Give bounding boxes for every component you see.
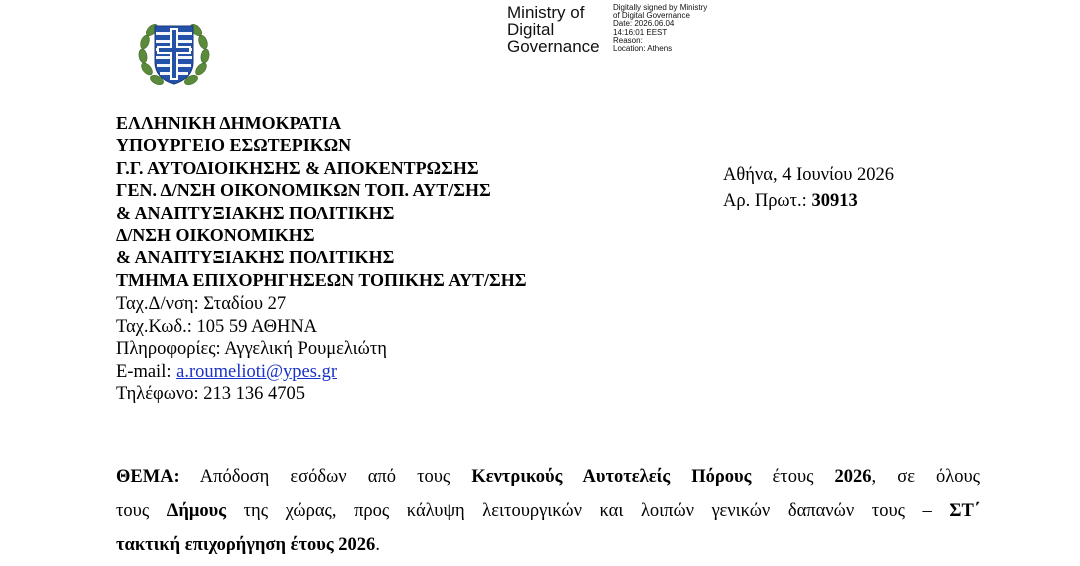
signature-detail-line: Reason: xyxy=(613,35,643,45)
sender-line: & ΑΝΑΠΤΥΞΙΑΚΗΣ ΠΟΛΙΤΙΚΗΣ xyxy=(116,247,395,268)
subject-text: . xyxy=(375,535,380,555)
subject-label: ΘΕΜΑ: xyxy=(116,467,180,487)
sender-header xyxy=(116,112,716,291)
contact-email-row xyxy=(116,361,716,384)
subject-bold: τακτική επιχορήγηση έτους 2026 xyxy=(116,535,376,555)
subject-text: , σε όλους xyxy=(871,467,980,487)
contact-info-person: Πληροφορίες: Αγγελική Ρουμελιώτη xyxy=(116,339,387,360)
subject-bold: Δήμους xyxy=(166,501,227,521)
subject-bold: ΣΤ΄ xyxy=(949,501,980,521)
subject-text: της χώρας, προς κάλυψη λειτουργικών και λοιπών γενικών δαπανών τους – xyxy=(226,501,950,521)
contact-phone: Τηλέφωνο: 213 136 4705 xyxy=(116,384,306,405)
subject-text: Απόδοση εσόδων από τους xyxy=(179,467,472,487)
digital-signature xyxy=(507,4,827,64)
subject xyxy=(116,460,980,562)
sender-line: ΕΛΛΗΝΙΚΗ ΔΗΜΟΚΡΑΤΙΑ xyxy=(116,113,342,133)
subject-line-1 xyxy=(116,460,980,494)
protocol-label: Αρ. Πρωτ.: xyxy=(723,191,812,211)
subject-bold: 2026 xyxy=(834,467,872,487)
email-link[interactable]: a.roumelioti@ypes.gr xyxy=(176,361,337,382)
email-label: E-mail: xyxy=(116,361,177,382)
sender-line: Δ/ΝΣΗ ΟΙΚΟΝΟΜΙΚΗΣ xyxy=(116,225,315,246)
subject-bold: Κεντρικούς Αυτοτελείς Πόρους xyxy=(471,467,752,487)
signature-detail-line: of Digital Governance xyxy=(613,11,690,21)
signature-details xyxy=(613,4,707,53)
document-date: Αθήνα, 4 Ιουνίου 2026 xyxy=(723,165,895,185)
subject-line-2 xyxy=(116,494,980,528)
sender-line: ΤΜΗΜΑ ΕΠΙΧΟΡΗΓΗΣΕΩΝ ΤΟΠΙΚΗΣ ΑΥΤ/ΣΗΣ xyxy=(116,269,527,290)
subject-line-3 xyxy=(116,528,980,562)
protocol-number: 30913 xyxy=(811,191,858,211)
sender-line: ΥΠΟΥΡΓΕΙΟ ΕΣΩΤΕΡΙΚΩΝ xyxy=(116,135,352,156)
protocol-row xyxy=(723,188,894,214)
date-block xyxy=(723,162,894,214)
subject-text: τους xyxy=(116,501,167,521)
subject-text: έτους xyxy=(751,467,835,487)
contact-address: Ταχ.Δ/νση: Σταδίου 27 xyxy=(116,294,287,314)
contact-info xyxy=(116,293,716,406)
greek-emblem-icon xyxy=(133,12,215,94)
signature-ministry: Ministry of Digital Governance xyxy=(507,3,600,56)
signature-detail-line: Location: Athens xyxy=(613,44,673,54)
signature-detail-line: 14:16:01 EEST xyxy=(613,27,668,37)
sender-line: & ΑΝΑΠΤΥΞΙΑΚΗΣ ΠΟΛΙΤΙΚΗΣ xyxy=(116,202,395,223)
sender-line: Γ.Γ. ΑΥΤΟΔΙΟΙΚΗΣΗΣ & ΑΠΟΚΕΝΤΡΩΣΗΣ xyxy=(116,157,479,178)
signature-detail-line: Digitally signed by Ministry xyxy=(613,3,708,12)
signature-detail-line: Date: 2026.06.04 xyxy=(613,19,675,29)
contact-postal: Ταχ.Κωδ.: 105 59 ΑΘΗΝΑ xyxy=(116,316,318,337)
sender-line: ΓΕΝ. Δ/ΝΣΗ ΟΙΚΟΝΟΜΙΚΩΝ ΤΟΠ. ΑΥΤ/ΣΗΣ xyxy=(116,180,491,201)
